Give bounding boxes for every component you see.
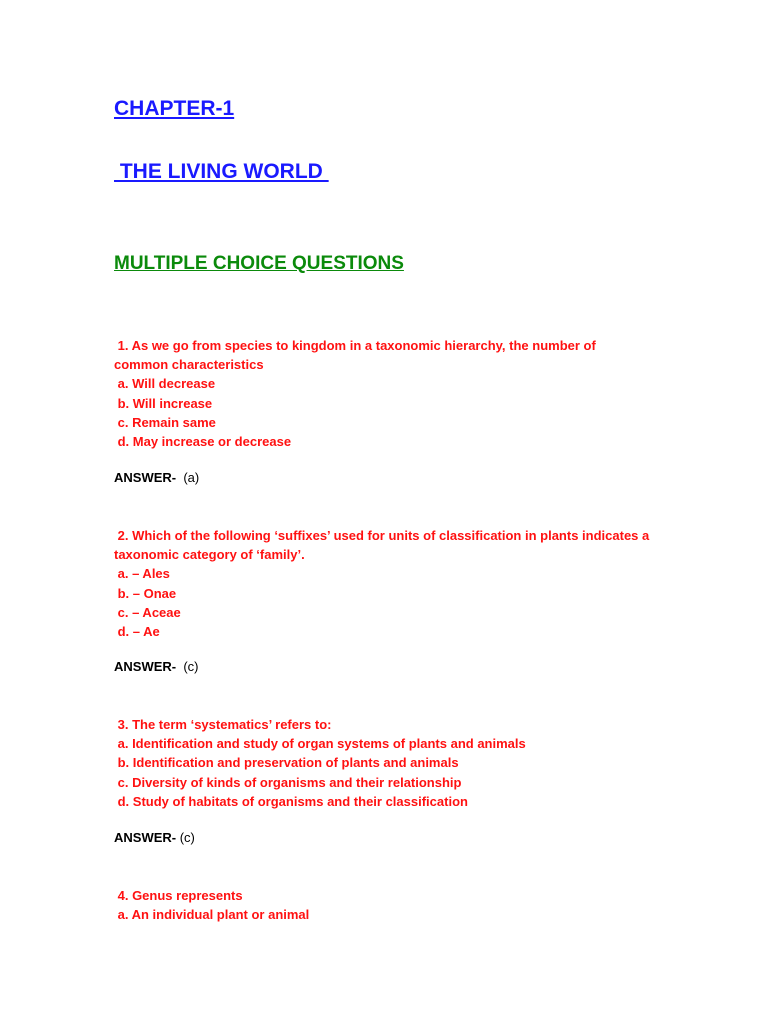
answer-label: ANSWER-	[114, 470, 177, 485]
option-d: d. – Ae	[114, 624, 160, 640]
option-c: c. Diversity of kinds of organisms and their relationship	[114, 774, 462, 790]
option-a: a. Identification and study of organ systems of plants and animals	[114, 736, 526, 752]
option-c: c. – Aceae	[114, 604, 181, 620]
answer-label: ANSWER-	[114, 830, 177, 845]
answer-value: (c)	[176, 659, 199, 674]
question-3	[114, 715, 674, 811]
question-2	[114, 526, 674, 641]
answer-value: (c)	[176, 830, 195, 845]
question-text: 2. Which of the following ‘suffixes’ used for units of classification in plants indicates a	[114, 528, 650, 543]
question-text: common characteristics	[114, 357, 264, 373]
question-text: 4. Genus represents	[114, 888, 243, 903]
answer-label: ANSWER-	[114, 659, 177, 674]
question-1	[114, 336, 674, 451]
option-d: d. Study of habitats of organisms and their classification	[114, 793, 468, 809]
question-text: 3. The term ‘systematics’ refers to:	[114, 717, 332, 732]
section-heading: MULTIPLE CHOICE QUESTIONS	[114, 253, 404, 274]
question-text: 1. As we go from species to kingdom in a taxonomic hierarchy, the number of	[114, 338, 596, 353]
answer-value: (a)	[176, 470, 200, 485]
option-a: a. – Ales	[114, 566, 170, 582]
answer-2	[114, 659, 199, 674]
answer-3	[114, 830, 195, 845]
answer-1	[114, 470, 199, 485]
option-d: d. May increase or decrease	[114, 434, 292, 450]
option-b: b. Identification and preservation of plants and animals	[114, 755, 459, 771]
question-text: taxonomic category of ‘family’.	[114, 547, 305, 563]
option-c: c. Remain same	[114, 414, 216, 430]
option-b: b. – Onae	[114, 585, 177, 601]
option-b: b. Will increase	[114, 395, 213, 411]
chapter-title: THE LIVING WORLD	[114, 160, 329, 183]
option-a: a. Will decrease	[114, 376, 216, 392]
option-a: a. An individual plant or animal	[114, 907, 310, 923]
question-4	[114, 886, 674, 924]
chapter-heading: CHAPTER-1	[114, 97, 235, 120]
